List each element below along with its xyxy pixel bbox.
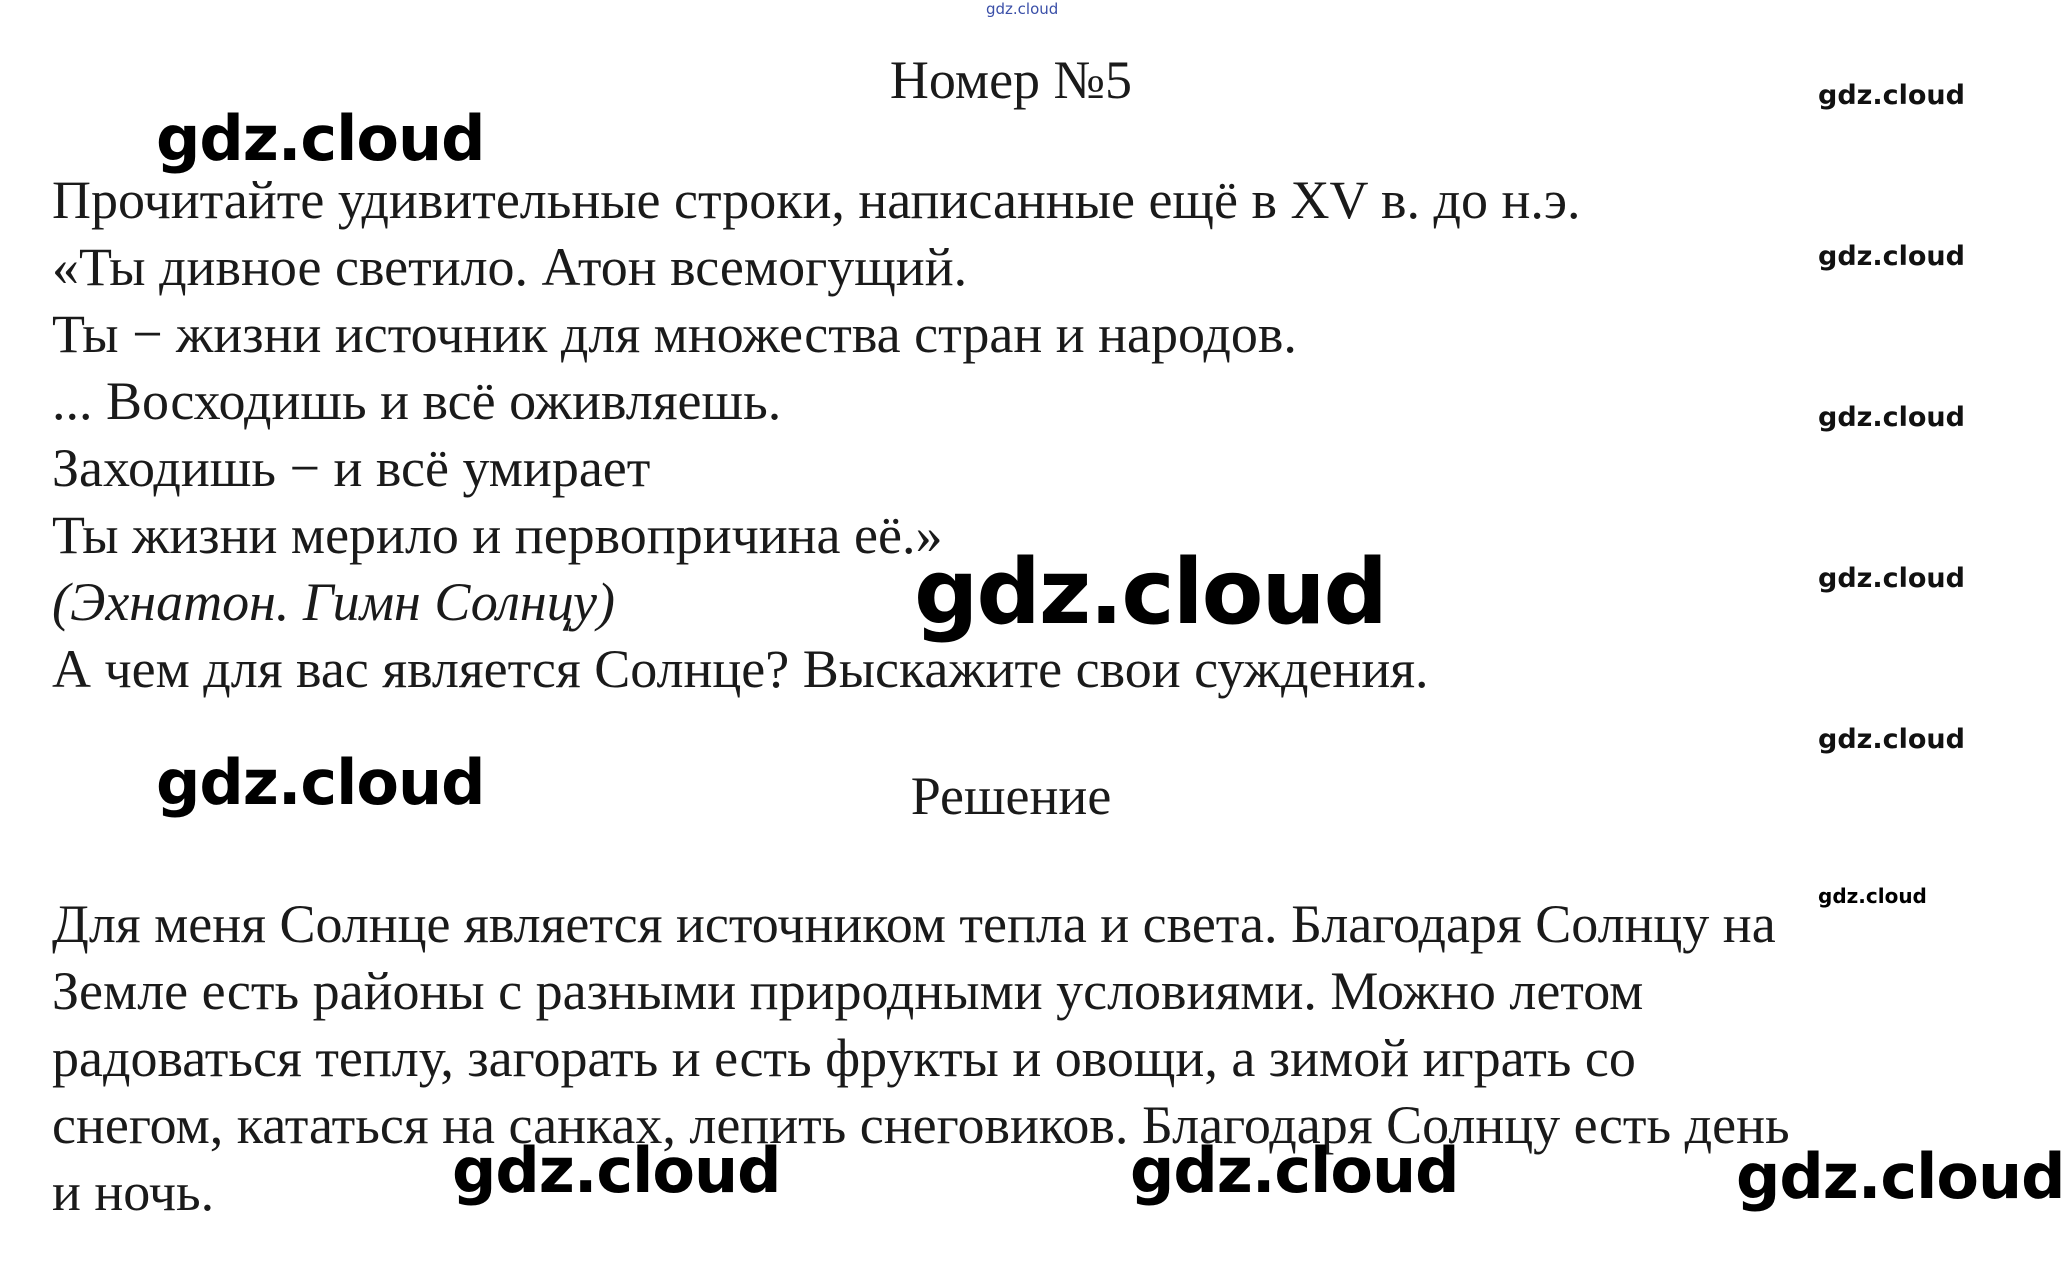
solution-line-3: радоваться теплу, загорать и есть фрукты и овощи, а зимой играть со (52, 1028, 1636, 1088)
watermark-right-1: gdz.cloud (1818, 80, 1965, 111)
task-line-2: «Ты дивное светило. Атон всемогущий. (52, 237, 968, 297)
watermark-header: gdz.cloud (986, 0, 1059, 18)
watermark-right-2: gdz.cloud (1818, 241, 1965, 272)
solution-title: Решение (910, 766, 1112, 826)
task-line-5: Заходишь − и всё умирает (52, 438, 651, 498)
task-title: Номер №5 (889, 50, 1133, 110)
watermark-bottom-2: gdz.cloud (1130, 1134, 1459, 1207)
task-line-6: Ты жизни мерило и первопричина её.» (52, 505, 943, 565)
task-line-3: Ты − жизни источник для множества стран и народов. (52, 304, 1297, 364)
watermark-center: gdz.cloud (914, 540, 1386, 645)
solution-line-1: Для меня Солнце является источником тепла и света. Благодаря Солнцу на (52, 894, 1776, 954)
task-citation: (Эхнатон. Гимн Солнцу) (52, 572, 615, 632)
task-line-1: Прочитайте удивительные строки, написанные ещё в XV в. до н.э. (52, 170, 1581, 230)
task-question: А чем для вас является Солнце? Выскажите свои суждения. (52, 639, 1429, 699)
watermark-bottom-1: gdz.cloud (452, 1134, 781, 1207)
task-line-4: ... Восходишь и всё оживляешь. (52, 371, 782, 431)
watermark-right-4: gdz.cloud (1818, 563, 1965, 594)
solution-line-5: и ночь. (52, 1162, 215, 1222)
watermark-bottom-3: gdz.cloud (1736, 1140, 2065, 1213)
watermark-right-5: gdz.cloud (1818, 724, 1965, 755)
watermark-right-3: gdz.cloud (1818, 402, 1965, 433)
solution-line-4: снегом, кататься на санках, лепить снеговиков. Благодаря Солнцу есть день (52, 1095, 1790, 1155)
watermark-right-6: gdz.cloud (1818, 884, 1927, 908)
solution-line-2: Земле есть районы с разными природными условиями. Можно летом (52, 961, 1644, 1021)
watermark-left-2: gdz.cloud (156, 746, 485, 819)
watermark-left-1: gdz.cloud (156, 102, 485, 175)
